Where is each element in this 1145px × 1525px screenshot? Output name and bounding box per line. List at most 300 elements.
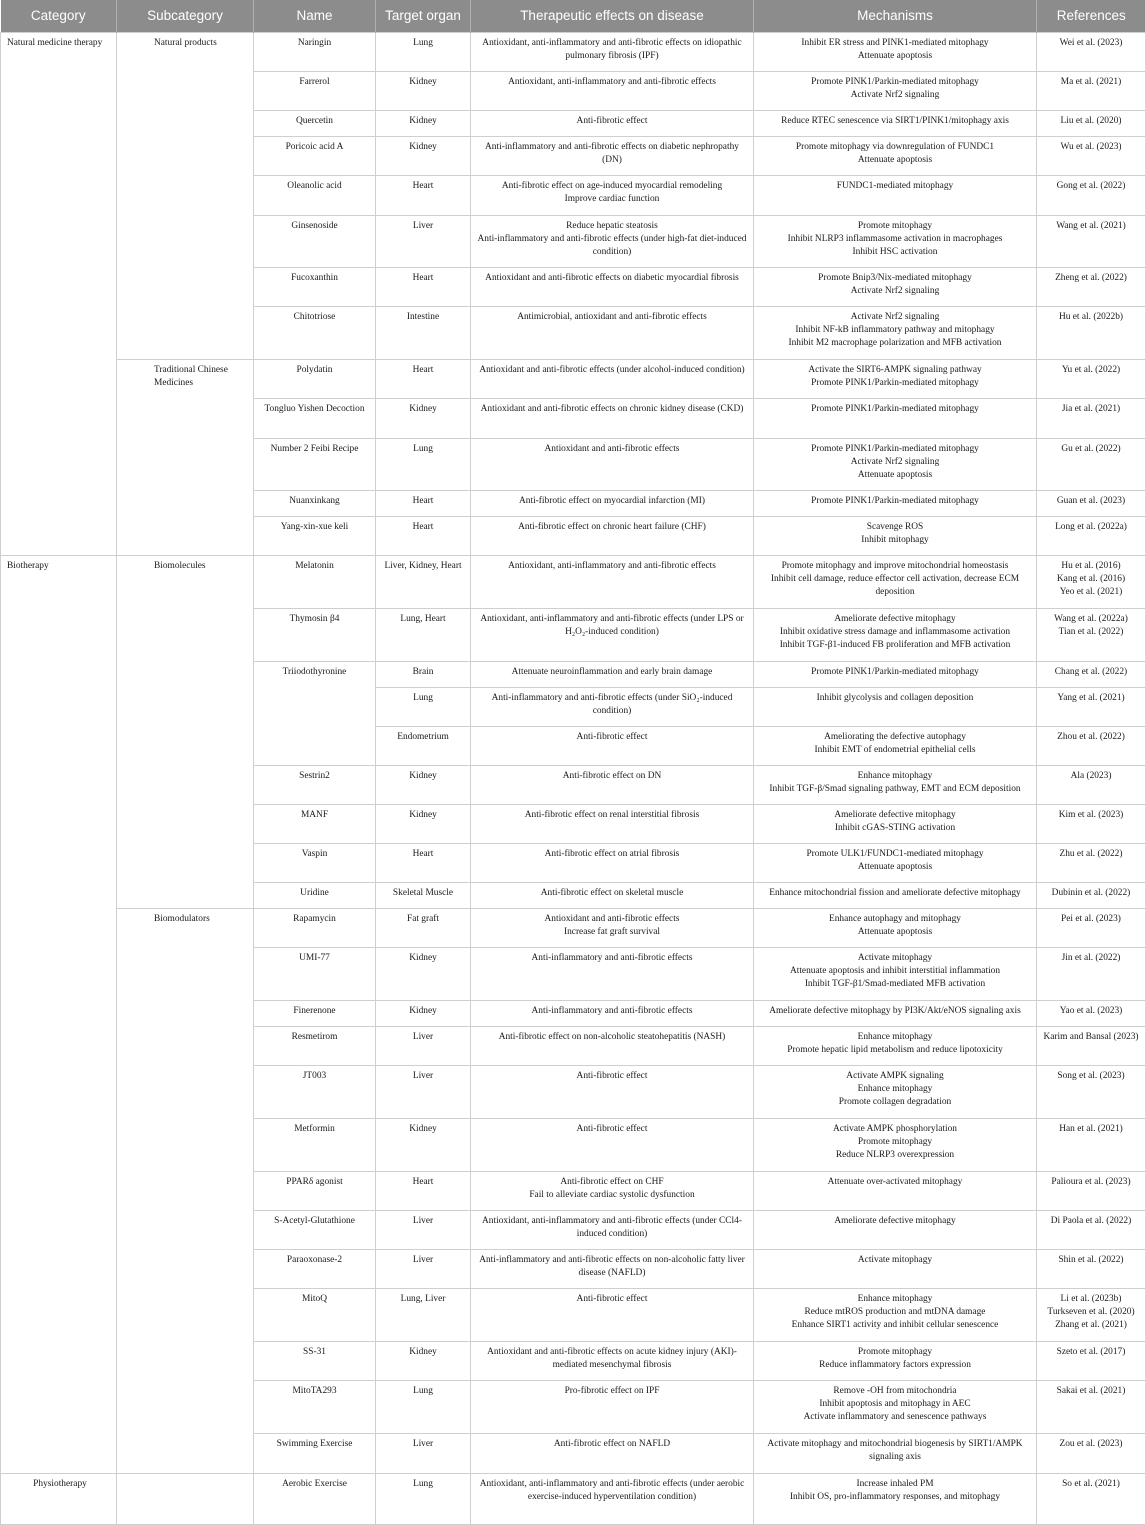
effect-text: Antioxidant and anti-fibrotic effects on acute kidney injury (AKI)-mediated mesenchymal fibrosis: [474, 1346, 750, 1372]
references-cell: [1037, 491, 1145, 517]
mechanism-text: Inhibit TGF-β1-induced FB proliferation and MFB activation: [757, 639, 1033, 652]
references-cell: [1037, 72, 1145, 111]
table-header-row: [1, 0, 1145, 33]
effect-text: Anti-fibrotic effect on non-alcoholic steatohepatitis (NASH): [474, 1031, 750, 1044]
mechanisms-cell: [754, 268, 1037, 307]
table-row: [1, 360, 1145, 399]
mechanism-text: Activate Nrf2 signaling: [757, 456, 1033, 469]
reference-text: Shin et al. (2022): [1040, 1254, 1142, 1267]
references-cell: [1037, 609, 1145, 662]
mechanism-text: Ameliorate defective mitophagy: [757, 809, 1033, 822]
reference-text: Hu et al. (2016): [1040, 560, 1142, 573]
mechanism-text: Enhance mitophagy: [757, 770, 1033, 783]
mechanism-text: Promote PINK1/Parkin-mediated mitophagy: [757, 377, 1033, 390]
effect-text: Anti-fibrotic effect: [474, 1123, 750, 1136]
references-cell: [1037, 216, 1145, 268]
table-row: [1, 556, 1145, 609]
reference-text: Yao et al. (2023): [1040, 1005, 1142, 1018]
references-cell: [1037, 517, 1145, 556]
references-cell: [1037, 439, 1145, 491]
mechanism-text: Enhance mitophagy: [757, 1031, 1033, 1044]
mechanism-text: Attenuate over-activated mitophagy: [757, 1176, 1033, 1189]
therapeutic-effects-cell: [471, 72, 754, 111]
name-cell: S-Acetyl-Glutathione: [254, 1211, 376, 1250]
header-references: References: [1037, 0, 1145, 33]
therapeutic-effects-cell: [471, 491, 754, 517]
references-cell: [1037, 1381, 1145, 1434]
name-cell: Quercetin: [254, 111, 376, 137]
mechanisms-cell: [754, 688, 1037, 727]
reference-text: Tian et al. (2022): [1040, 626, 1142, 639]
mechanism-text: Promote hepatic lipid metabolism and reduce lipotoxicity: [757, 1044, 1033, 1057]
target-organ-cell: Heart: [376, 360, 471, 399]
name-cell: Melatonin: [254, 556, 376, 609]
reference-text: Ala (2023): [1040, 770, 1142, 783]
reference-text: Li et al. (2023b): [1040, 1293, 1142, 1306]
reference-text: Wang et al. (2022a): [1040, 613, 1142, 626]
effect-text: Anti-fibrotic effect: [474, 731, 750, 744]
references-cell: [1037, 688, 1145, 727]
mechanism-text: Activate AMPK signaling: [757, 1070, 1033, 1083]
target-organ-cell: Fat graft: [376, 909, 471, 948]
references-cell: [1037, 399, 1145, 439]
category-cell: Biotherapy: [1, 556, 117, 1474]
therapeutic-effects-cell: [471, 1381, 754, 1434]
reference-text: Jia et al. (2021): [1040, 403, 1142, 416]
mechanism-text: Enhance mitophagy: [757, 1083, 1033, 1096]
therapeutic-effects-cell: [471, 1434, 754, 1474]
target-organ-cell: Kidney: [376, 137, 471, 176]
reference-text: Turkseven et al. (2020): [1040, 1306, 1142, 1319]
effect-text: Anti-fibrotic effect: [474, 1070, 750, 1083]
reference-text: Kang et al. (2016): [1040, 573, 1142, 586]
references-cell: [1037, 1172, 1145, 1211]
reference-text: Jin et al. (2022): [1040, 952, 1142, 965]
target-organ-cell: Lung, Heart: [376, 609, 471, 662]
reference-text: So et al. (2021): [1040, 1478, 1142, 1491]
target-organ-cell: Heart: [376, 491, 471, 517]
mechanism-text: Promote mitophagy: [757, 1136, 1033, 1149]
therapeutic-effects-cell: [471, 176, 754, 216]
reference-text: Wei et al. (2023): [1040, 37, 1142, 50]
name-cell: UMI-77: [254, 948, 376, 1001]
name-cell: Swimming Exercise: [254, 1434, 376, 1474]
therapeutic-effects-cell: [471, 1172, 754, 1211]
effect-text: Antioxidant, anti-inflammatory and anti-fibrotic effects on idiopathic pulmonary fibrosis (IPF): [474, 37, 750, 63]
effect-text: Antioxidant, anti-inflammatory and anti-fibrotic effects (under aerobic exercise-induced hyperventilation condition): [474, 1478, 750, 1504]
mechanism-text: Inhibit mitophagy: [757, 534, 1033, 547]
references-cell: [1037, 1250, 1145, 1289]
mechanism-text: Reduce inflammatory factors expression: [757, 1359, 1033, 1372]
name-cell: Ginsenoside: [254, 216, 376, 268]
mechanisms-cell: [754, 609, 1037, 662]
name-cell: PPARδ agonist: [254, 1172, 376, 1211]
name-cell: Resmetirom: [254, 1027, 376, 1066]
target-organ-cell: Lung: [376, 1474, 471, 1525]
mechanisms-cell: [754, 72, 1037, 111]
name-cell: Chitotriose: [254, 307, 376, 360]
name-cell: Sestrin2: [254, 766, 376, 805]
mechanism-text: Promote PINK1/Parkin-mediated mitophagy: [757, 666, 1033, 679]
mechanism-text: Ameliorate defective mitophagy: [757, 1215, 1033, 1228]
name-cell: Number 2 Feibi Recipe: [254, 439, 376, 491]
reference-text: Di Paola et al. (2022): [1040, 1215, 1142, 1228]
references-cell: [1037, 727, 1145, 766]
references-cell: [1037, 1119, 1145, 1172]
therapeutic-effects-cell: [471, 1066, 754, 1119]
references-cell: [1037, 1027, 1145, 1066]
reference-text: Palioura et al. (2023): [1040, 1176, 1142, 1189]
header-mechanisms: Mechanisms: [754, 0, 1037, 33]
target-organ-cell: Endometrium: [376, 727, 471, 766]
name-cell: Tongluo Yishen Decoction: [254, 399, 376, 439]
mechanisms-cell: [754, 307, 1037, 360]
mechanism-text: Promote PINK1/Parkin-mediated mitophagy: [757, 76, 1033, 89]
mechanism-text: Inhibit oxidative stress damage and inflammasome activation: [757, 626, 1033, 639]
effect-text: Anti-fibrotic effect on myocardial infarction (MI): [474, 495, 750, 508]
mechanism-text: Activate mitophagy: [757, 1254, 1033, 1267]
therapeutic-effects-cell: [471, 439, 754, 491]
references-cell: [1037, 111, 1145, 137]
reference-text: Gong et al. (2022): [1040, 180, 1142, 193]
name-cell: Yang-xin-xue keli: [254, 517, 376, 556]
mechanism-text: Inhibit HSC activation: [757, 246, 1033, 259]
mechanisms-cell: [754, 1066, 1037, 1119]
effect-text: Antioxidant and anti-fibrotic effects on chronic kidney disease (CKD): [474, 403, 750, 416]
mechanism-text: Promote collagen degradation: [757, 1096, 1033, 1109]
therapeutic-effects-cell: [471, 137, 754, 176]
mechanisms-cell: [754, 360, 1037, 399]
references-cell: [1037, 805, 1145, 844]
name-cell: Uridine: [254, 883, 376, 909]
therapeutic-effects-cell: [471, 1289, 754, 1342]
references-cell: [1037, 33, 1145, 72]
mechanism-text: Inhibit NF-kB inflammatory pathway and mitophagy: [757, 324, 1033, 337]
references-cell: [1037, 137, 1145, 176]
effect-text: Antioxidant and anti-fibrotic effects: [474, 443, 750, 456]
mechanisms-cell: [754, 1119, 1037, 1172]
references-cell: [1037, 556, 1145, 609]
header-target-organ: Target organ: [376, 0, 471, 33]
mechanisms-cell: [754, 1434, 1037, 1474]
mechanism-text: Promote PINK1/Parkin-mediated mitophagy: [757, 403, 1033, 416]
target-organ-cell: Kidney: [376, 1119, 471, 1172]
target-organ-cell: Kidney: [376, 1001, 471, 1027]
target-organ-cell: Liver: [376, 216, 471, 268]
references-cell: [1037, 1211, 1145, 1250]
therapeutic-effects-cell: [471, 111, 754, 137]
mechanism-text: Inhibit M2 macrophage polarization and MFB activation: [757, 337, 1033, 350]
reference-text: Dubinin et al. (2022): [1040, 887, 1142, 900]
effect-text: Anti-inflammatory and anti-fibrotic effects (under SiO₂-induced condition): [474, 692, 750, 718]
therapeutic-effects-cell: [471, 1211, 754, 1250]
mechanism-text: Activate Nrf2 signaling: [757, 285, 1033, 298]
references-cell: [1037, 176, 1145, 216]
mechanism-text: Promote mitophagy and improve mitochondrial homeostasis: [757, 560, 1033, 573]
mechanism-text: Activate Nrf2 signaling: [757, 311, 1033, 324]
header-name: Name: [254, 0, 376, 33]
name-cell: Poricoic acid A: [254, 137, 376, 176]
mechanism-text: Inhibit TGF-β/Smad signaling pathway, EMT and ECM deposition: [757, 783, 1033, 796]
mechanism-text: Inhibit ER stress and PINK1-mediated mitophagy: [757, 37, 1033, 50]
mechanisms-cell: [754, 1289, 1037, 1342]
references-cell: [1037, 1434, 1145, 1474]
therapeutic-effects-cell: [471, 909, 754, 948]
references-cell: [1037, 1474, 1145, 1525]
effect-text: Attenuate neuroinflammation and early brain damage: [474, 666, 750, 679]
table-row: [1, 33, 1145, 72]
target-organ-cell: Intestine: [376, 307, 471, 360]
mechanism-text: Inhibit NLRP3 inflammasome activation in macrophages: [757, 233, 1033, 246]
mechanism-text: Scavenge ROS: [757, 521, 1033, 534]
reference-text: Yu et al. (2022): [1040, 364, 1142, 377]
therapeutic-effects-cell: [471, 556, 754, 609]
effect-text: Fail to alleviate cardiac systolic dysfunction: [474, 1189, 750, 1202]
target-organ-cell: Liver: [376, 1027, 471, 1066]
target-organ-cell: Heart: [376, 844, 471, 883]
target-organ-cell: Kidney: [376, 948, 471, 1001]
header-therapeutic-effects: Therapeutic effects on disease: [471, 0, 754, 33]
target-organ-cell: Heart: [376, 268, 471, 307]
target-organ-cell: Kidney: [376, 805, 471, 844]
name-cell: Vaspin: [254, 844, 376, 883]
reference-text: Yang et al. (2021): [1040, 692, 1142, 705]
effect-text: Anti-inflammatory and anti-fibrotic effects (under high-fat diet-induced condition): [474, 233, 750, 259]
name-cell: Metformin: [254, 1119, 376, 1172]
mechanism-text: Enhance mitochondrial fission and ameliorate defective mitophagy: [757, 887, 1033, 900]
therapeutic-effects-cell: [471, 517, 754, 556]
mechanism-text: Promote Bnip3/Nix-mediated mitophagy: [757, 272, 1033, 285]
target-organ-cell: Kidney: [376, 72, 471, 111]
target-organ-cell: Kidney: [376, 1342, 471, 1381]
effect-text: Antioxidant and anti-fibrotic effects: [474, 913, 750, 926]
mechanisms-cell: [754, 137, 1037, 176]
effect-text: Antioxidant and anti-fibrotic effects on diabetic myocardial fibrosis: [474, 272, 750, 285]
effect-text: Anti-fibrotic effect on chronic heart failure (CHF): [474, 521, 750, 534]
reference-text: Zhu et al. (2022): [1040, 848, 1142, 861]
mechanisms-cell: [754, 948, 1037, 1001]
name-cell: Nuanxinkang: [254, 491, 376, 517]
therapeutic-effects-cell: [471, 883, 754, 909]
name-cell: Triiodothyronine: [254, 662, 376, 766]
reference-text: Wu et al. (2023): [1040, 141, 1142, 154]
mechanism-text: Promote PINK1/Parkin-mediated mitophagy: [757, 495, 1033, 508]
mechanisms-cell: [754, 805, 1037, 844]
effect-text: Antioxidant, anti-inflammatory and anti-fibrotic effects: [474, 560, 750, 573]
effect-text: Pro-fibrotic effect on IPF: [474, 1385, 750, 1398]
references-cell: [1037, 1342, 1145, 1381]
reference-text: Gu et al. (2022): [1040, 443, 1142, 456]
effect-text: Anti-fibrotic effect on age-induced myocardial remodeling: [474, 180, 750, 193]
mechanisms-cell: [754, 439, 1037, 491]
mechanism-text: Attenuate apoptosis: [757, 861, 1033, 874]
effect-text: Anti-fibrotic effect on CHF: [474, 1176, 750, 1189]
mechanisms-cell: [754, 766, 1037, 805]
references-cell: [1037, 662, 1145, 688]
effect-text: Anti-inflammatory and anti-fibrotic effects: [474, 1005, 750, 1018]
effect-text: Anti-inflammatory and anti-fibrotic effects on diabetic nephropathy (DN): [474, 141, 750, 167]
mechanism-text: Inhibit EMT of endometrial epithelial cells: [757, 744, 1033, 757]
table-row: [1, 1474, 1145, 1525]
mechanism-text: Attenuate apoptosis: [757, 926, 1033, 939]
effect-text: Antimicrobial, antioxidant and anti-fibrotic effects: [474, 311, 750, 324]
mechanism-text: Ameliorate defective mitophagy: [757, 613, 1033, 626]
effect-text: Anti-fibrotic effect on DN: [474, 770, 750, 783]
effect-text: Increase fat graft survival: [474, 926, 750, 939]
name-cell: Rapamycin: [254, 909, 376, 948]
target-organ-cell: Heart: [376, 517, 471, 556]
mechanisms-cell: [754, 111, 1037, 137]
name-cell: SS-31: [254, 1342, 376, 1381]
reference-text: Chang et al. (2022): [1040, 666, 1142, 679]
mechanisms-cell: [754, 556, 1037, 609]
references-cell: [1037, 766, 1145, 805]
mechanism-text: Activate AMPK phosphorylation: [757, 1123, 1033, 1136]
mechanisms-cell: [754, 1027, 1037, 1066]
name-cell: Finerenone: [254, 1001, 376, 1027]
effect-text: Anti-inflammatory and anti-fibrotic effects on non-alcoholic fatty liver disease (NAFLD): [474, 1254, 750, 1280]
mechanisms-cell: [754, 883, 1037, 909]
therapeutic-effects-cell: [471, 766, 754, 805]
mechanism-text: Activate mitophagy and mitochondrial biogenesis by SIRT1/AMPK signaling axis: [757, 1438, 1033, 1464]
name-cell: Fucoxanthin: [254, 268, 376, 307]
mechanisms-cell: [754, 1474, 1037, 1525]
therapeutic-effects-cell: [471, 268, 754, 307]
references-cell: [1037, 268, 1145, 307]
name-cell: MitoTA293: [254, 1381, 376, 1434]
subcategory-cell: Traditional Chinese Medicines: [117, 360, 254, 556]
effect-text: Anti-fibrotic effect on NAFLD: [474, 1438, 750, 1451]
references-cell: [1037, 1001, 1145, 1027]
mechanisms-cell: [754, 1001, 1037, 1027]
reference-text: Karim and Bansal (2023): [1040, 1031, 1142, 1044]
name-cell: JT003: [254, 1066, 376, 1119]
therapeutic-effects-cell: [471, 399, 754, 439]
target-organ-cell: Liver: [376, 1434, 471, 1474]
target-organ-cell: Lung: [376, 439, 471, 491]
reference-text: Zhang et al. (2021): [1040, 1319, 1142, 1332]
reference-text: Wang et al. (2021): [1040, 220, 1142, 233]
target-organ-cell: Liver: [376, 1250, 471, 1289]
effect-text: Antioxidant and anti-fibrotic effects (under alcohol-induced condition): [474, 364, 750, 377]
mechanisms-cell: [754, 176, 1037, 216]
table-body: [1, 33, 1145, 1525]
therapeutic-effects-cell: [471, 307, 754, 360]
mechanism-text: Reduce mtROS production and mtDNA damage: [757, 1306, 1033, 1319]
mechanism-text: Reduce NLRP3 overexpression: [757, 1149, 1033, 1162]
reference-text: Szeto et al. (2017): [1040, 1346, 1142, 1359]
therapeutic-effects-cell: [471, 844, 754, 883]
name-cell: Polydatin: [254, 360, 376, 399]
mechanism-text: Reduce RTEC senescence via SIRT1/PINK1/mitophagy axis: [757, 115, 1033, 128]
mechanism-text: Inhibit glycolysis and collagen deposition: [757, 692, 1033, 705]
category-cell: Natural medicine therapy: [1, 33, 117, 556]
therapeutic-effects-cell: [471, 805, 754, 844]
mechanism-text: Attenuate apoptosis: [757, 469, 1033, 482]
target-organ-cell: Liver, Kidney, Heart: [376, 556, 471, 609]
therapeutic-effects-cell: [471, 1342, 754, 1381]
mechanism-text: Activate mitophagy: [757, 952, 1033, 965]
mechanism-text: Inhibit OS, pro-inflammatory responses, and mitophagy: [757, 1491, 1033, 1504]
therapeutic-effects-cell: [471, 1001, 754, 1027]
therapeutic-effects-cell: [471, 1027, 754, 1066]
target-organ-cell: Kidney: [376, 399, 471, 439]
target-organ-cell: Heart: [376, 1172, 471, 1211]
name-cell: MitoQ: [254, 1289, 376, 1342]
header-category: Category: [1, 0, 117, 33]
target-organ-cell: Kidney: [376, 766, 471, 805]
target-organ-cell: Heart: [376, 176, 471, 216]
references-cell: [1037, 1066, 1145, 1119]
mechanism-text: Activate inflammatory and senescence pathways: [757, 1411, 1033, 1424]
mechanism-text: Ameliorate defective mitophagy by PI3K/Akt/eNOS signaling axis: [757, 1005, 1033, 1018]
mechanisms-cell: [754, 662, 1037, 688]
subcategory-cell: Natural products: [117, 33, 254, 360]
target-organ-cell: Lung: [376, 1381, 471, 1434]
mechanisms-cell: [754, 1172, 1037, 1211]
subcategory-cell: [117, 1474, 254, 1525]
name-cell: Thymosin β4: [254, 609, 376, 662]
mechanism-text: Activate Nrf2 signaling: [757, 89, 1033, 102]
mechanism-text: FUNDC1-mediated mitophagy: [757, 180, 1033, 193]
table-row: [1, 909, 1145, 948]
mechanism-text: Promote ULK1/FUNDC1-mediated mitophagy: [757, 848, 1033, 861]
reference-text: Song et al. (2023): [1040, 1070, 1142, 1083]
mechanism-text: Enhance mitophagy: [757, 1293, 1033, 1306]
effect-text: Anti-fibrotic effect on skeletal muscle: [474, 887, 750, 900]
mechanism-text: Ameliorating the defective autophagy: [757, 731, 1033, 744]
target-organ-cell: Lung, Liver: [376, 1289, 471, 1342]
reference-text: Liu et al. (2020): [1040, 115, 1142, 128]
target-organ-cell: Lung: [376, 33, 471, 72]
mechanism-text: Promote mitophagy: [757, 1346, 1033, 1359]
mechanism-text: Attenuate apoptosis: [757, 154, 1033, 167]
mechanism-text: Increase inhaled PM: [757, 1478, 1033, 1491]
mechanism-text: Promote mitophagy via downregulation of FUNDC1: [757, 141, 1033, 154]
therapeutic-effects-cell: [471, 33, 754, 72]
mechanism-text: Inhibit apoptosis and mitophagy in AEC: [757, 1398, 1033, 1411]
mechanisms-cell: [754, 1342, 1037, 1381]
name-cell: Farrerol: [254, 72, 376, 111]
references-cell: [1037, 360, 1145, 399]
mechanism-text: Attenuate apoptosis: [757, 50, 1033, 63]
effect-text: Antioxidant, anti-inflammatory and anti-fibrotic effects (under LPS or H₂O₂-induced condition): [474, 613, 750, 639]
effect-text: Reduce hepatic steatosis: [474, 220, 750, 233]
therapeutic-effects-cell: [471, 948, 754, 1001]
therapeutic-effects-cell: [471, 360, 754, 399]
name-cell: MANF: [254, 805, 376, 844]
effect-text: Anti-fibrotic effect: [474, 115, 750, 128]
mechanism-text: Inhibit cell damage, reduce effector cell activation, decrease ECM deposition: [757, 573, 1033, 599]
target-organ-cell: Brain: [376, 662, 471, 688]
references-cell: [1037, 883, 1145, 909]
mechanisms-cell: [754, 727, 1037, 766]
therapeutic-effects-cell: [471, 216, 754, 268]
therapeutic-effects-cell: [471, 609, 754, 662]
references-cell: [1037, 909, 1145, 948]
therapeutic-effects-cell: [471, 688, 754, 727]
references-cell: [1037, 1289, 1145, 1342]
name-cell: Oleanolic acid: [254, 176, 376, 216]
reference-text: Han et al. (2021): [1040, 1123, 1142, 1136]
therapeutic-effects-cell: [471, 1119, 754, 1172]
target-organ-cell: Liver: [376, 1211, 471, 1250]
header-subcategory: Subcategory: [117, 0, 254, 33]
therapeutic-effects-cell: [471, 727, 754, 766]
mechanisms-cell: [754, 33, 1037, 72]
mechanism-text: Remove -OH from mitochondria: [757, 1385, 1033, 1398]
reference-text: Pei et al. (2023): [1040, 913, 1142, 926]
